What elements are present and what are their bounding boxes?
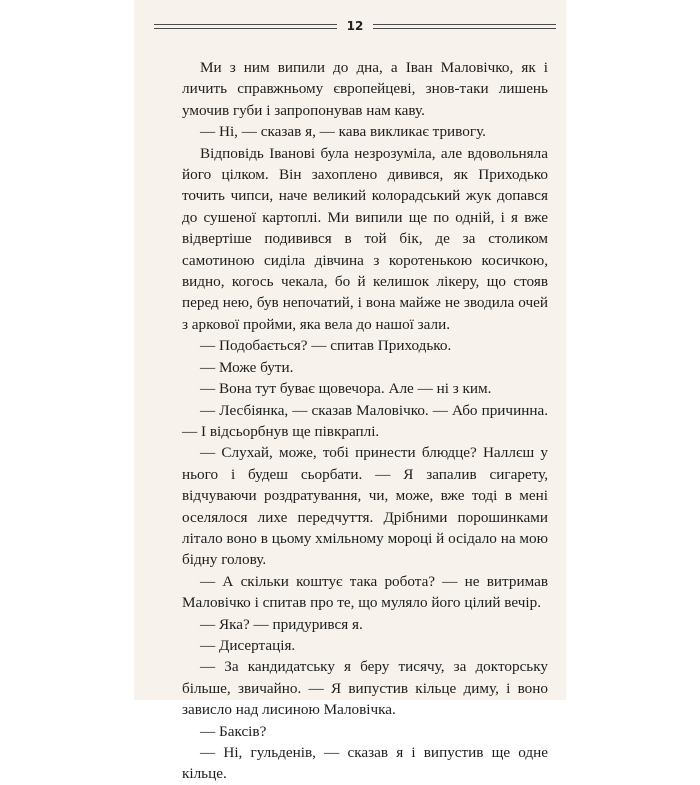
paragraph: — Дисертація.: [200, 636, 296, 654]
paragraph: — Яка? — придурився я.: [200, 615, 363, 633]
page-header: [154, 18, 556, 34]
paragraph: — Ні, — сказав я, — кава викликає тривогу.: [200, 123, 486, 141]
paragraph: Ми з ним випили до дна, а Іван Маловічко, як і личить справжньому європейцеві, знов-таки лишень умочив губи і запропонував нам каву.: [182, 59, 548, 119]
header-rule-right: [373, 24, 556, 29]
paragraph: — Може бути.: [200, 358, 294, 376]
paragraph: — За кандидатську я беру тисячу, за докторську більше, звичайно. — Я випустив кільце диму, і воно зависло над лисиною Маловічка.: [182, 658, 548, 719]
paragraph: — Подобається? — спитав Приходько.: [200, 337, 452, 355]
book-page: [134, 0, 566, 783]
page-number: 12: [346, 19, 364, 33]
paragraph: — Лесбіянка, — сказав Маловічко. — Або причинна. — І відсьорбнув ще півкраплі.: [182, 401, 548, 440]
page-body: [182, 57, 548, 785]
paragraph: — Слухай, може, тобі принести блюдце? Наллєш у нього і будеш сьорбати. — Я запалив сигарету, відчуваючи роздратування, чи, може, вже тоді в мені оселялося лихе передчуття. Дрібними порошинками літало воно в цьому хмільному мороці й осідало на мою бідну голову.: [182, 444, 548, 569]
paragraph: — А скільки коштує така робота? — не витримав Маловічко і спитав про те, що муляло його цілий вечір.: [182, 572, 548, 612]
paragraph: — Баксів?: [200, 722, 267, 740]
paragraph: Відповідь Іванові була незрозуміла, але вдовольняла його цілком. Він захоплено дивився, як Приходько точить чипси, наче великий колорадський жук допався до сушеної картоплі. Ми випили ще по одній, і я вже відвертіше подивився в той бік, де за столиком самотиною сиділа дівчина з коротенькою косичкою, видно, когось чекала, бо й келишок лікеру, що стояв перед нею, був непочатий, і вона майже не зводила очей з аркової пройми, яка вела до нашої зали.: [182, 144, 548, 333]
paragraph: — Ні, гульденів, — сказав я і випустив ще одне кільце.: [182, 744, 548, 783]
paragraph: — Вона тут буває щовечора. Але — ні з ким.: [200, 380, 492, 398]
header-rule-left: [154, 24, 337, 29]
